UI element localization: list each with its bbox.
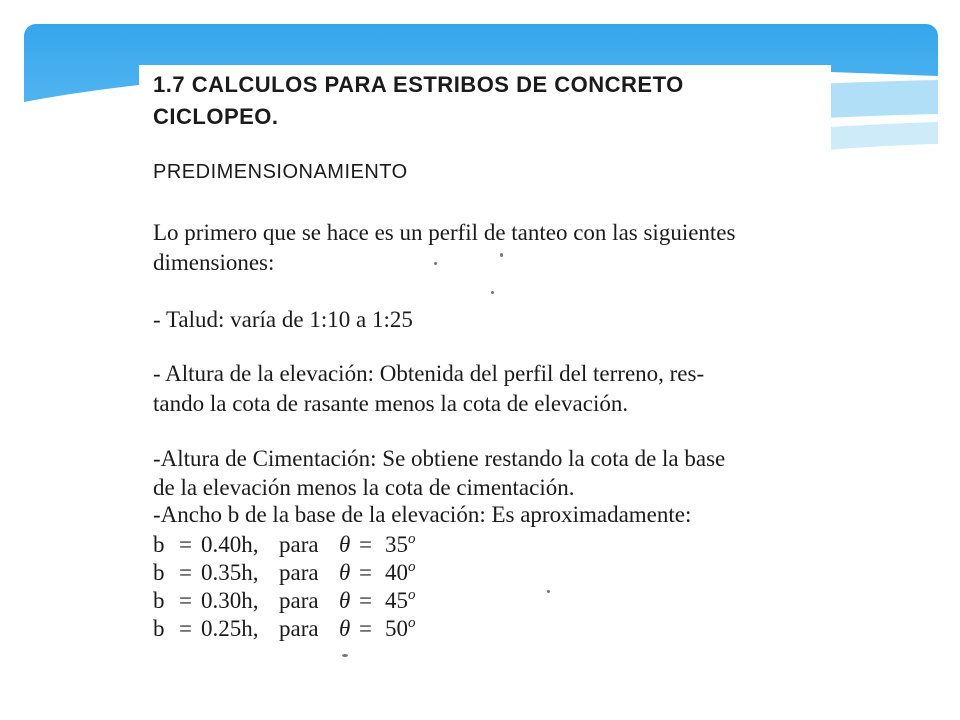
intro-line-1: Lo primero que se hace es un perfil de tanteo con las siguientes (153, 220, 736, 245)
altura-cimentacion-line-1: -Altura de Cimentación: Se obtiene restando la cota de la base (153, 446, 726, 471)
scan-speck (342, 654, 348, 657)
section-title-line-2: CICLOPEO. (153, 104, 279, 129)
scan-speck (547, 590, 550, 593)
scan-speck (500, 253, 503, 257)
altura-elevacion-line-1: - Altura de la elevación: Obtenida del perfil del terreno, res- (153, 361, 705, 386)
formula-row: b = 0.30h, para θ = 45o (153, 587, 416, 613)
talud-paragraph: - Talud: varía de 1:10 a 1:25 (153, 307, 413, 332)
ancho-base-line: -Ancho b de la base de la elevación: Es aproximadamente: (153, 502, 692, 527)
altura-cimentacion-line-2: de la elevación menos la cota de cimentación. (153, 475, 575, 500)
intro-line-2: dimensiones: (153, 250, 275, 275)
scan-speck (491, 291, 494, 294)
scan-speck (434, 262, 437, 265)
formula-row: b = 0.40h, para θ = 35o (153, 531, 416, 557)
formula-row: b = 0.25h, para θ = 50o (153, 615, 416, 641)
altura-elevacion-line-2: tando la cota de rasante menos la cota de elevación. (153, 391, 629, 416)
scanned-document (139, 65, 831, 661)
formula-row: b = 0.35h, para θ = 40o (153, 559, 416, 585)
section-title-line-1: 1.7 CALCULOS PARA ESTRIBOS DE CONCRETO (153, 72, 684, 97)
section-subtitle: PREDIMENSIONAMIENTO (153, 161, 408, 183)
